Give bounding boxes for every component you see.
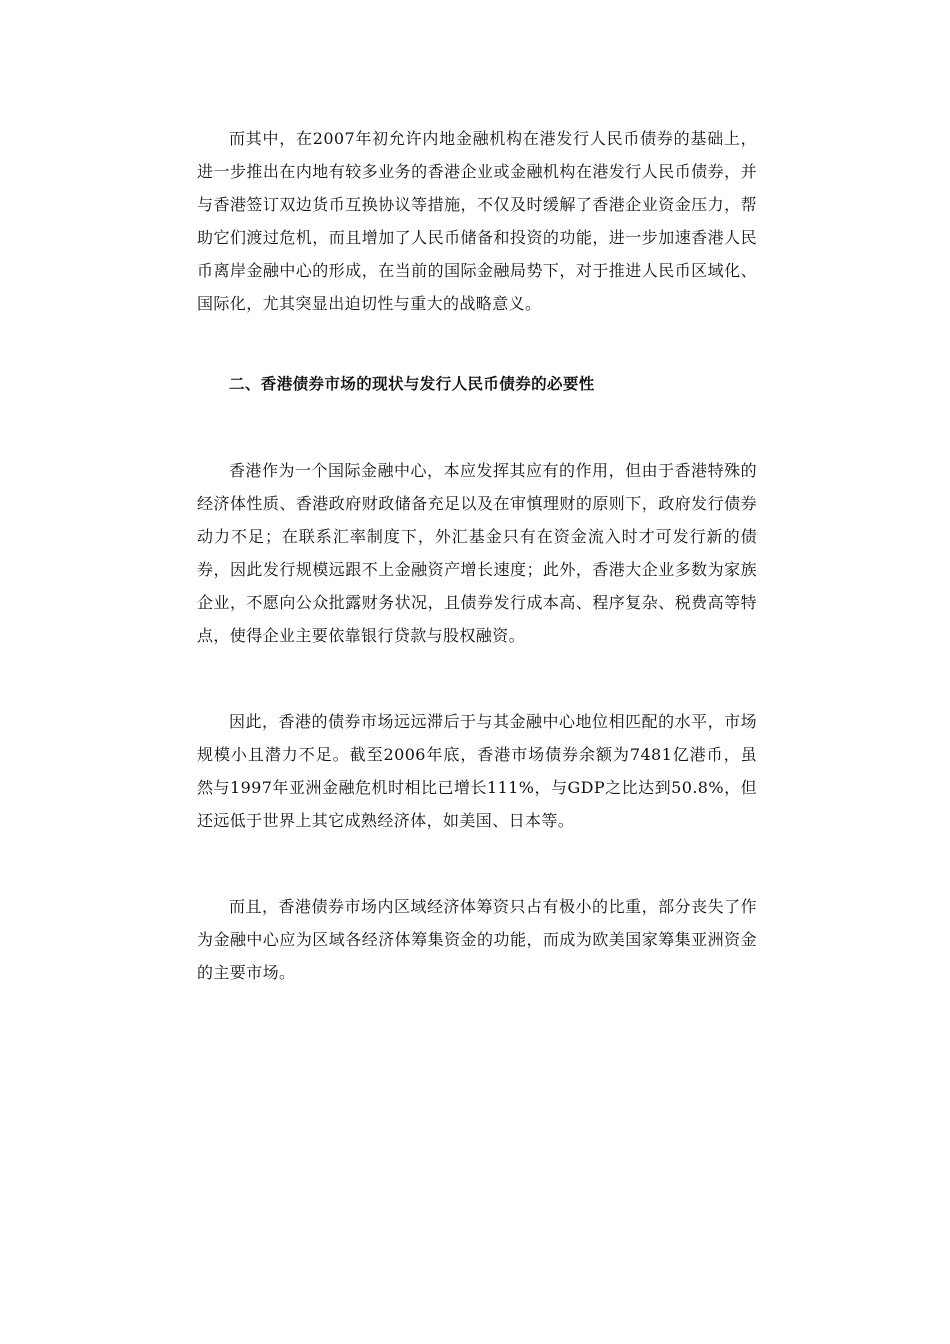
document-page xyxy=(197,122,757,989)
paragraph-1: 而其中，在2007年初允许内地金融机构在港发行人民币债券的基础上，进一步推出在内地有较多业务的香港企业或金融机构在港发行人民币债券，并与香港签订双边货币互换协议等措施，不仅及时缓解了香港企业资金压力，帮助它们渡过危机，而且增加了人民币储备和投资的功能，进一步加速香港人民币离岸金融中心的形成，在当前的国际金融局势下，对于推进人民币区域化、国际化，尤其突显出迫切性与重大的战略意义。 xyxy=(197,129,757,313)
paragraph-3: 因此，香港的债券市场远远滞后于与其金融中心地位相匹配的水平，市场规模小且潜力不足。截至2006年底，香港市场债券余额为7481亿港币，虽然与1997年亚洲金融危机时相比已增长111%，与GDP之比达到50.8%，但还远低于世界上其它成熟经济体，如美国、日本等。 xyxy=(197,712,757,830)
section-heading: 二、香港债券市场的现状与发行人民币债券的必要性 xyxy=(229,375,595,393)
spacer xyxy=(197,837,757,890)
spacer xyxy=(197,401,757,454)
spacer xyxy=(197,652,757,705)
paragraph-2: 香港作为一个国际金融中心，本应发挥其应有的作用，但由于香港特殊的经济体性质、香港政府财政储备充足以及在审慎理财的原则下，政府发行债券动力不足；在联系汇率制度下，外汇基金只有在资金流入时才可发行新的债券，因此发行规模远跟不上金融资产增长速度；此外，香港大企业多数为家族企业，不愿向公众批露财务状况，且债券发行成本高、程序复杂、税费高等特点，使得企业主要依靠银行贷款与股权融资。 xyxy=(197,461,757,645)
spacer xyxy=(197,320,757,368)
paragraph-4: 而且，香港债券市场内区域经济体筹资只占有极小的比重，部分丧失了作为金融中心应为区域各经济体筹集资金的功能，而成为欧美国家筹集亚洲资金的主要市场。 xyxy=(197,897,757,982)
